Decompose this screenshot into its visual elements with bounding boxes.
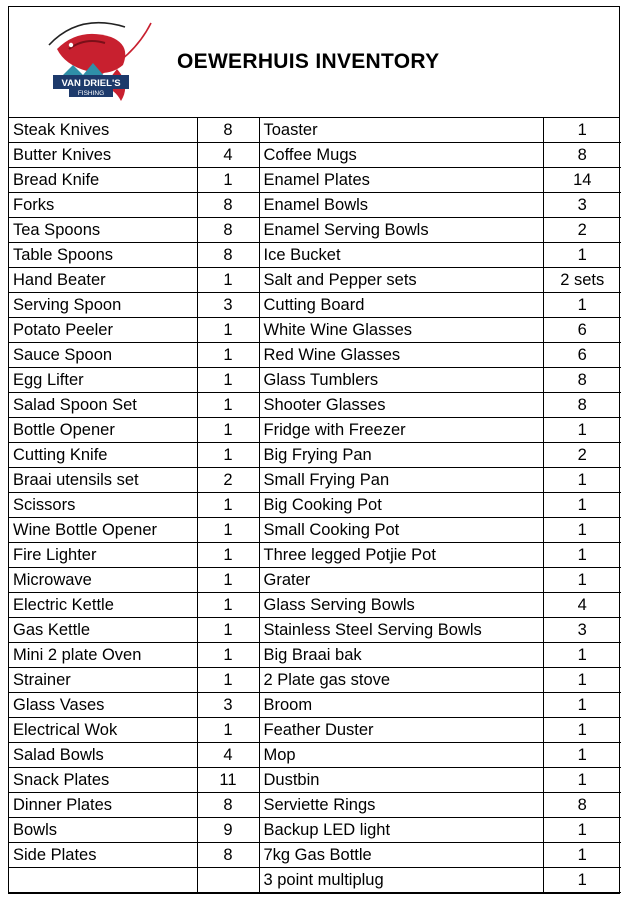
item-name: Potato Peeler [9, 318, 197, 343]
item-name: Big Cooking Pot [259, 493, 543, 518]
item-quantity: 1 [543, 668, 621, 693]
item-quantity: 1 [543, 843, 621, 868]
table-row [9, 643, 621, 668]
table-row [9, 293, 621, 318]
item-quantity: 1 [543, 418, 621, 443]
table-row [9, 543, 621, 568]
item-name: Serviette Rings [259, 793, 543, 818]
item-name: Toaster [259, 118, 543, 143]
item-name: Dinner Plates [9, 793, 197, 818]
item-quantity: 8 [543, 143, 621, 168]
item-quantity: 1 [197, 343, 259, 368]
item-quantity: 8 [543, 393, 621, 418]
item-quantity: 1 [543, 118, 621, 143]
item-name [9, 868, 197, 893]
inventory-table-body [9, 118, 621, 893]
item-quantity: 1 [543, 568, 621, 593]
item-name: Snack Plates [9, 768, 197, 793]
item-quantity: 8 [197, 118, 259, 143]
item-name: Wine Bottle Opener [9, 518, 197, 543]
item-name: Cutting Knife [9, 443, 197, 468]
item-name: Bowls [9, 818, 197, 843]
item-name: Coffee Mugs [259, 143, 543, 168]
table-row [9, 468, 621, 493]
item-quantity: 1 [197, 593, 259, 618]
item-quantity: 1 [197, 493, 259, 518]
item-name: 2 Plate gas stove [259, 668, 543, 693]
item-name: Side Plates [9, 843, 197, 868]
table-row [9, 743, 621, 768]
item-name: Glass Tumblers [259, 368, 543, 393]
item-name: Tea Spoons [9, 218, 197, 243]
item-name: Sauce Spoon [9, 343, 197, 368]
item-name: Hand Beater [9, 268, 197, 293]
item-quantity: 1 [197, 668, 259, 693]
table-row [9, 493, 621, 518]
table-row [9, 768, 621, 793]
item-name: Cutting Board [259, 293, 543, 318]
item-quantity: 1 [543, 818, 621, 843]
table-row [9, 443, 621, 468]
table-row [9, 393, 621, 418]
table-row [9, 568, 621, 593]
item-name: Stainless Steel Serving Bowls [259, 618, 543, 643]
item-quantity: 1 [197, 643, 259, 668]
inventory-sheet [8, 6, 620, 894]
item-quantity: 1 [197, 518, 259, 543]
item-quantity: 1 [543, 293, 621, 318]
item-quantity: 1 [543, 543, 621, 568]
table-row [9, 218, 621, 243]
item-name: Mini 2 plate Oven [9, 643, 197, 668]
item-quantity: 1 [543, 743, 621, 768]
item-name: Glass Serving Bowls [259, 593, 543, 618]
item-name: Butter Knives [9, 143, 197, 168]
item-name: Feather Duster [259, 718, 543, 743]
page-title: OEWERHUIS INVENTORY [177, 50, 440, 73]
item-name: Ice Bucket [259, 243, 543, 268]
item-name: Big Braai bak [259, 643, 543, 668]
table-row [9, 318, 621, 343]
item-quantity: 9 [197, 818, 259, 843]
table-row [9, 593, 621, 618]
item-name: Salt and Pepper sets [259, 268, 543, 293]
item-quantity: 4 [543, 593, 621, 618]
item-quantity: 3 [197, 293, 259, 318]
item-quantity: 1 [197, 418, 259, 443]
table-row [9, 243, 621, 268]
item-quantity: 1 [543, 493, 621, 518]
item-quantity: 1 [197, 543, 259, 568]
item-name: Bottle Opener [9, 418, 197, 443]
item-name: Three legged Potjie Pot [259, 543, 543, 568]
item-quantity: 4 [197, 743, 259, 768]
table-row [9, 618, 621, 643]
item-name: Serving Spoon [9, 293, 197, 318]
item-name: Bread Knife [9, 168, 197, 193]
item-name: Small Cooking Pot [259, 518, 543, 543]
table-row [9, 418, 621, 443]
item-name: Steak Knives [9, 118, 197, 143]
item-quantity: 8 [543, 793, 621, 818]
item-name: Broom [259, 693, 543, 718]
table-row [9, 818, 621, 843]
table-row [9, 668, 621, 693]
item-name: Salad Spoon Set [9, 393, 197, 418]
item-name: Grater [259, 568, 543, 593]
item-quantity: 2 sets [543, 268, 621, 293]
item-name: Egg Lifter [9, 368, 197, 393]
item-name: Gas Kettle [9, 618, 197, 643]
item-name: Forks [9, 193, 197, 218]
table-row [9, 368, 621, 393]
item-name: Fridge with Freezer [259, 418, 543, 443]
svg-text:FISHING: FISHING [77, 90, 105, 97]
item-quantity: 3 [543, 193, 621, 218]
svg-text:VAN DRIEL'S: VAN DRIEL'S [61, 78, 121, 89]
item-quantity: 3 [197, 693, 259, 718]
header [9, 7, 619, 118]
item-name: Table Spoons [9, 243, 197, 268]
item-quantity: 1 [543, 693, 621, 718]
item-quantity: 1 [197, 718, 259, 743]
table-row [9, 343, 621, 368]
item-quantity: 8 [197, 243, 259, 268]
item-name: Glass Vases [9, 693, 197, 718]
inventory-table [9, 118, 621, 893]
item-quantity: 8 [197, 193, 259, 218]
item-quantity: 1 [543, 518, 621, 543]
item-quantity: 1 [543, 768, 621, 793]
item-quantity [197, 868, 259, 893]
item-quantity: 1 [543, 643, 621, 668]
item-name: Strainer [9, 668, 197, 693]
item-name: White Wine Glasses [259, 318, 543, 343]
item-name: Big Frying Pan [259, 443, 543, 468]
van-driels-fishing-logo [39, 15, 159, 111]
table-row [9, 868, 621, 893]
item-name: Braai utensils set [9, 468, 197, 493]
item-quantity: 6 [543, 343, 621, 368]
item-name: Salad Bowls [9, 743, 197, 768]
item-name: Electrical Wok [9, 718, 197, 743]
item-quantity: 8 [197, 793, 259, 818]
item-quantity: 2 [197, 468, 259, 493]
item-quantity: 14 [543, 168, 621, 193]
table-row [9, 268, 621, 293]
table-row [9, 718, 621, 743]
item-quantity: 1 [197, 168, 259, 193]
item-quantity: 2 [543, 218, 621, 243]
table-row [9, 118, 621, 143]
item-quantity: 1 [197, 368, 259, 393]
table-row [9, 843, 621, 868]
item-quantity: 4 [197, 143, 259, 168]
item-name: Mop [259, 743, 543, 768]
table-row [9, 518, 621, 543]
item-name: Small Frying Pan [259, 468, 543, 493]
item-name: 7kg Gas Bottle [259, 843, 543, 868]
item-name: Enamel Serving Bowls [259, 218, 543, 243]
item-name: Red Wine Glasses [259, 343, 543, 368]
item-quantity: 1 [197, 618, 259, 643]
item-quantity: 1 [543, 718, 621, 743]
table-row [9, 193, 621, 218]
item-quantity: 1 [197, 443, 259, 468]
item-quantity: 1 [197, 568, 259, 593]
item-name: Microwave [9, 568, 197, 593]
item-quantity: 1 [543, 868, 621, 893]
item-quantity: 1 [197, 268, 259, 293]
item-quantity: 1 [197, 318, 259, 343]
table-row [9, 793, 621, 818]
item-name: Dustbin [259, 768, 543, 793]
table-row [9, 143, 621, 168]
item-quantity: 8 [543, 368, 621, 393]
item-quantity: 1 [543, 468, 621, 493]
item-quantity: 1 [197, 393, 259, 418]
table-row [9, 168, 621, 193]
item-name: Enamel Bowls [259, 193, 543, 218]
item-name: 3 point multiplug [259, 868, 543, 893]
item-name: Enamel Plates [259, 168, 543, 193]
item-name: Scissors [9, 493, 197, 518]
item-quantity: 2 [543, 443, 621, 468]
item-quantity: 3 [543, 618, 621, 643]
item-quantity: 1 [543, 243, 621, 268]
item-quantity: 8 [197, 218, 259, 243]
item-name: Fire Lighter [9, 543, 197, 568]
item-name: Electric Kettle [9, 593, 197, 618]
item-name: Backup LED light [259, 818, 543, 843]
item-quantity: 11 [197, 768, 259, 793]
item-name: Shooter Glasses [259, 393, 543, 418]
item-quantity: 8 [197, 843, 259, 868]
item-quantity: 6 [543, 318, 621, 343]
table-row [9, 693, 621, 718]
